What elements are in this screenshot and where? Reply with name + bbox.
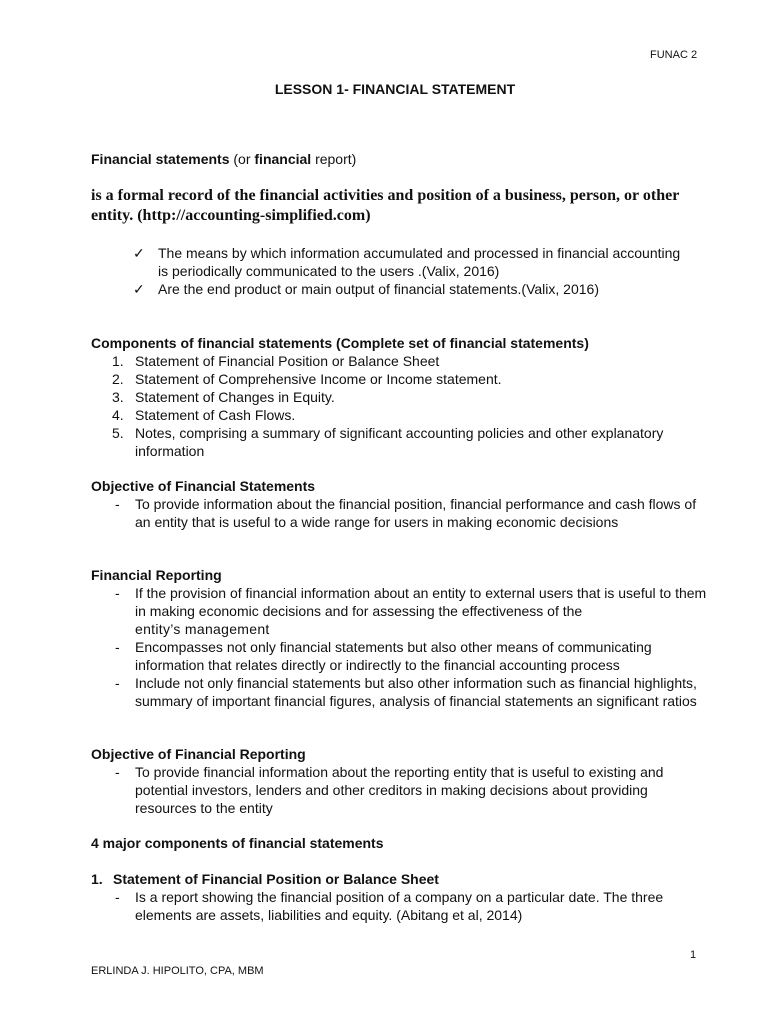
dash-bullet: -	[115, 889, 120, 905]
list-item	[91, 352, 691, 370]
term-bold-2: financial	[254, 151, 312, 167]
objective-fs-heading: Objective of Financial Statements	[91, 478, 316, 494]
major-components-heading: 4 major components of financial statements	[91, 835, 384, 851]
financial-reporting-heading: Financial Reporting	[91, 567, 222, 583]
list-item	[91, 406, 691, 424]
dash-bullet: -	[115, 764, 120, 780]
dash-bullet: -	[115, 585, 120, 601]
item-number: 5.	[112, 425, 124, 441]
check-text: Are the end product or main output of financial statements.(Valix, 2016)	[158, 281, 599, 297]
check-text: The means by which information accumulated and processed in financial accounting is periodically communicated to the users .(Valix, 2016)	[158, 245, 681, 279]
item-text: Statement of Comprehensive Income or Income statement.	[135, 371, 502, 387]
checkmark-icon: ✓	[133, 245, 145, 261]
list-item	[91, 638, 711, 674]
list-item	[91, 495, 711, 531]
term-plain-1: (or	[229, 151, 255, 167]
objective-fr-heading: Objective of Financial Reporting	[91, 746, 306, 762]
item-text: To provide financial information about the reporting entity that is useful to existing and potential investors, lenders and other creditors in making decisions about providing resources to the entity	[135, 764, 664, 816]
components-heading: Components of financial statements (Complete set of financial statements)	[91, 335, 589, 351]
item-text: Statement of Changes in Equity.	[135, 389, 335, 405]
item-text: Statement of Financial Position or Balance Sheet	[135, 353, 440, 369]
list-item	[91, 388, 691, 406]
item-number: 3.	[112, 389, 124, 405]
list-item	[91, 888, 711, 924]
check-list	[133, 244, 693, 298]
financial-reporting-list	[91, 584, 711, 710]
item-text-tail: entity’s management	[135, 621, 270, 637]
item-text: Is a report showing the financial position of a company on a particular date. The three elements are assets, liabilities and equity. (Abitang et al, 2014)	[135, 889, 664, 923]
objective-fs-list	[91, 495, 711, 531]
item-text: Notes, comprising a summary of significant accounting policies and other explanatory information	[135, 425, 664, 459]
list-item	[91, 424, 691, 460]
course-code: FUNAC 2	[650, 49, 698, 61]
checkmark-icon: ✓	[133, 281, 145, 297]
list-item	[91, 370, 691, 388]
list-item	[91, 763, 711, 817]
item-number: 2.	[112, 371, 124, 387]
sofp-list	[91, 888, 711, 924]
term-bold-1: Financial statements	[91, 151, 230, 167]
item-number: 4.	[112, 407, 124, 423]
dash-bullet: -	[115, 675, 120, 691]
check-item	[133, 280, 693, 298]
term-plain-2: report)	[311, 151, 357, 167]
sofp-title: Statement of Financial Position or Balance Sheet	[113, 871, 439, 887]
item-text: To provide information about the financial position, financial performance and cash flows of an entity that is useful to a wide range for users in making economic decisions	[135, 496, 697, 530]
dash-bullet: -	[115, 639, 120, 655]
footer-author: ERLINDA J. HIPOLITO, CPA, MBM	[91, 965, 264, 977]
definition-term	[91, 150, 356, 168]
objective-fr-list	[91, 763, 711, 817]
lesson-title: LESSON 1- FINANCIAL STATEMENT	[274, 81, 516, 97]
item-text: Statement of Cash Flows.	[135, 407, 296, 423]
item-text: Encompasses not only financial statements but also other means of communicating information that relates directly or indirectly to the financial accounting process	[135, 639, 652, 673]
dash-bullet: -	[115, 496, 120, 512]
page-number: 1	[690, 949, 697, 961]
item-number: 1.	[112, 353, 124, 369]
sofp-number: 1.	[91, 871, 103, 887]
check-item	[133, 244, 693, 280]
list-item	[91, 584, 711, 638]
list-item	[91, 674, 711, 710]
item-text: Include not only financial statements but also other information such as financial highlights, summary of important financial figures, analysis of financial statements an significant ratios	[135, 675, 697, 709]
item-text: If the provision of financial information about an entity to external users that is useful to them in making economic decisions and for assessing the effectiveness of the	[135, 585, 707, 619]
sofp-heading	[91, 870, 711, 888]
components-list	[91, 352, 691, 460]
definition-body: is a formal record of the financial activities and position of a business, person, or other entity. (http://accounting-simplified.com)	[91, 187, 679, 224]
